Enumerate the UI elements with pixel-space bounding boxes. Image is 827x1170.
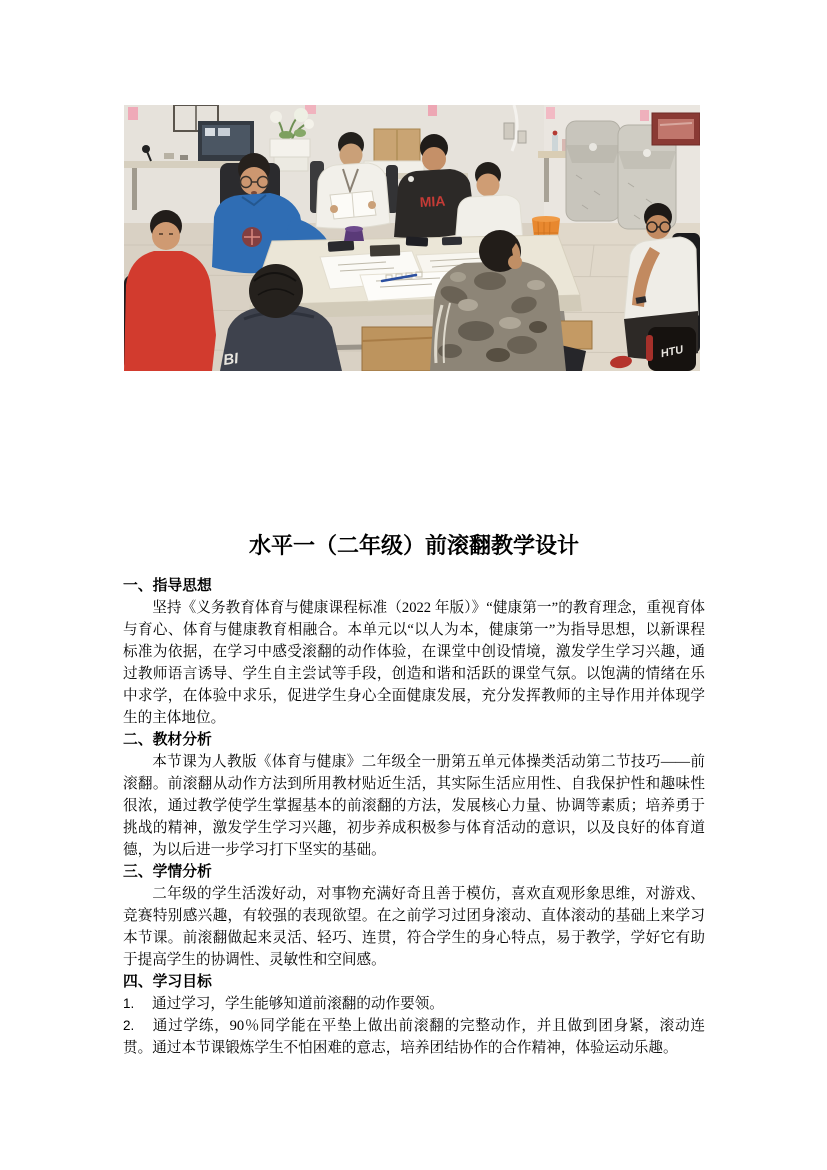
section-paragraph-2: 本节课为人教版《体育与健康》二年级全一册第五单元体操类活动第二节技巧——前滚翻。前滚翻从动作方法到所用教材贴近生活，其实际生活应用性、自我保护性和趣味性很浓，通过教学使学生掌握基本的前滚翻的方法，发展核心力量、协调等素质；培养勇于挑战的精神，激发学生学习兴趣，初步养成积极参与体育活动的意识，以及良好的体育道德，为以后进一步学习打下坚实的基础。 xyxy=(123,754,705,858)
section-heading-3: 三、学情分析 xyxy=(123,864,212,880)
meeting-photo xyxy=(124,105,700,371)
shirt-text: MIA xyxy=(419,192,446,210)
document-title: 水平一（二年级）前滚翻教学设计 xyxy=(248,533,579,558)
goal-item-1-text: 通过学习，学生能够知道前滚翻的动作要领。 xyxy=(152,996,444,1012)
section-paragraph-1: 坚持《义务教育体育与健康课程标准（2022 年版）》“健康第一”的教育理念，重视育体与育心、体育与健康教育相融合。本单元以“以人为本，健康第一”为指导思想，以新课程标准为依据，在学习中感受滚翻的动作体验，在课堂中创设情境，激发学生学习兴趣，通过教师语言诱导、学生自主尝试等手段，创造和谐和活跃的课堂气氛。以饱满的情绪在乐中求学，在体验中求乐，促进学生身心全面健康发展，充分发挥教师的主导作用并体现学生的主体地位。 xyxy=(123,600,705,726)
goal-item-2-number: 2. xyxy=(123,1018,135,1033)
jacket-text: BI xyxy=(222,350,240,369)
document-body xyxy=(123,531,705,1059)
meeting-photo-illustration xyxy=(124,105,700,371)
goal-item-1 xyxy=(123,993,705,1015)
section-heading-2: 二、教材分析 xyxy=(123,732,212,748)
goal-item-2 xyxy=(123,1015,705,1059)
section-heading-4: 四、学习目标 xyxy=(123,974,212,990)
section-heading-1: 一、指导思想 xyxy=(123,578,212,594)
goal-item-2-text: 通过学练，90％同学能在平垫上做出前滚翻的完整动作，并且做到团身紧，滚动连贯。通过本节课锻炼学生不怕困难的意志，培养团结协作的合作精神，体验运动乐趣。 xyxy=(123,1018,705,1056)
section-paragraph-3: 二年级的学生活泼好动，对事物充满好奇且善于模仿，喜欢直观形象思维，对游戏、竞赛特别感兴趣，有较强的表现欲望。在之前学习过团身滚动、直体滚动的基础上来学习本节课。前滚翻做起来灵活、轻巧、连贯，符合学生的身心特点，易于教学，学好它有助于提高学生的协调性、灵敏性和空间感。 xyxy=(123,886,705,968)
bag-text: HTU xyxy=(659,343,685,361)
goal-item-1-number: 1. xyxy=(123,996,135,1011)
